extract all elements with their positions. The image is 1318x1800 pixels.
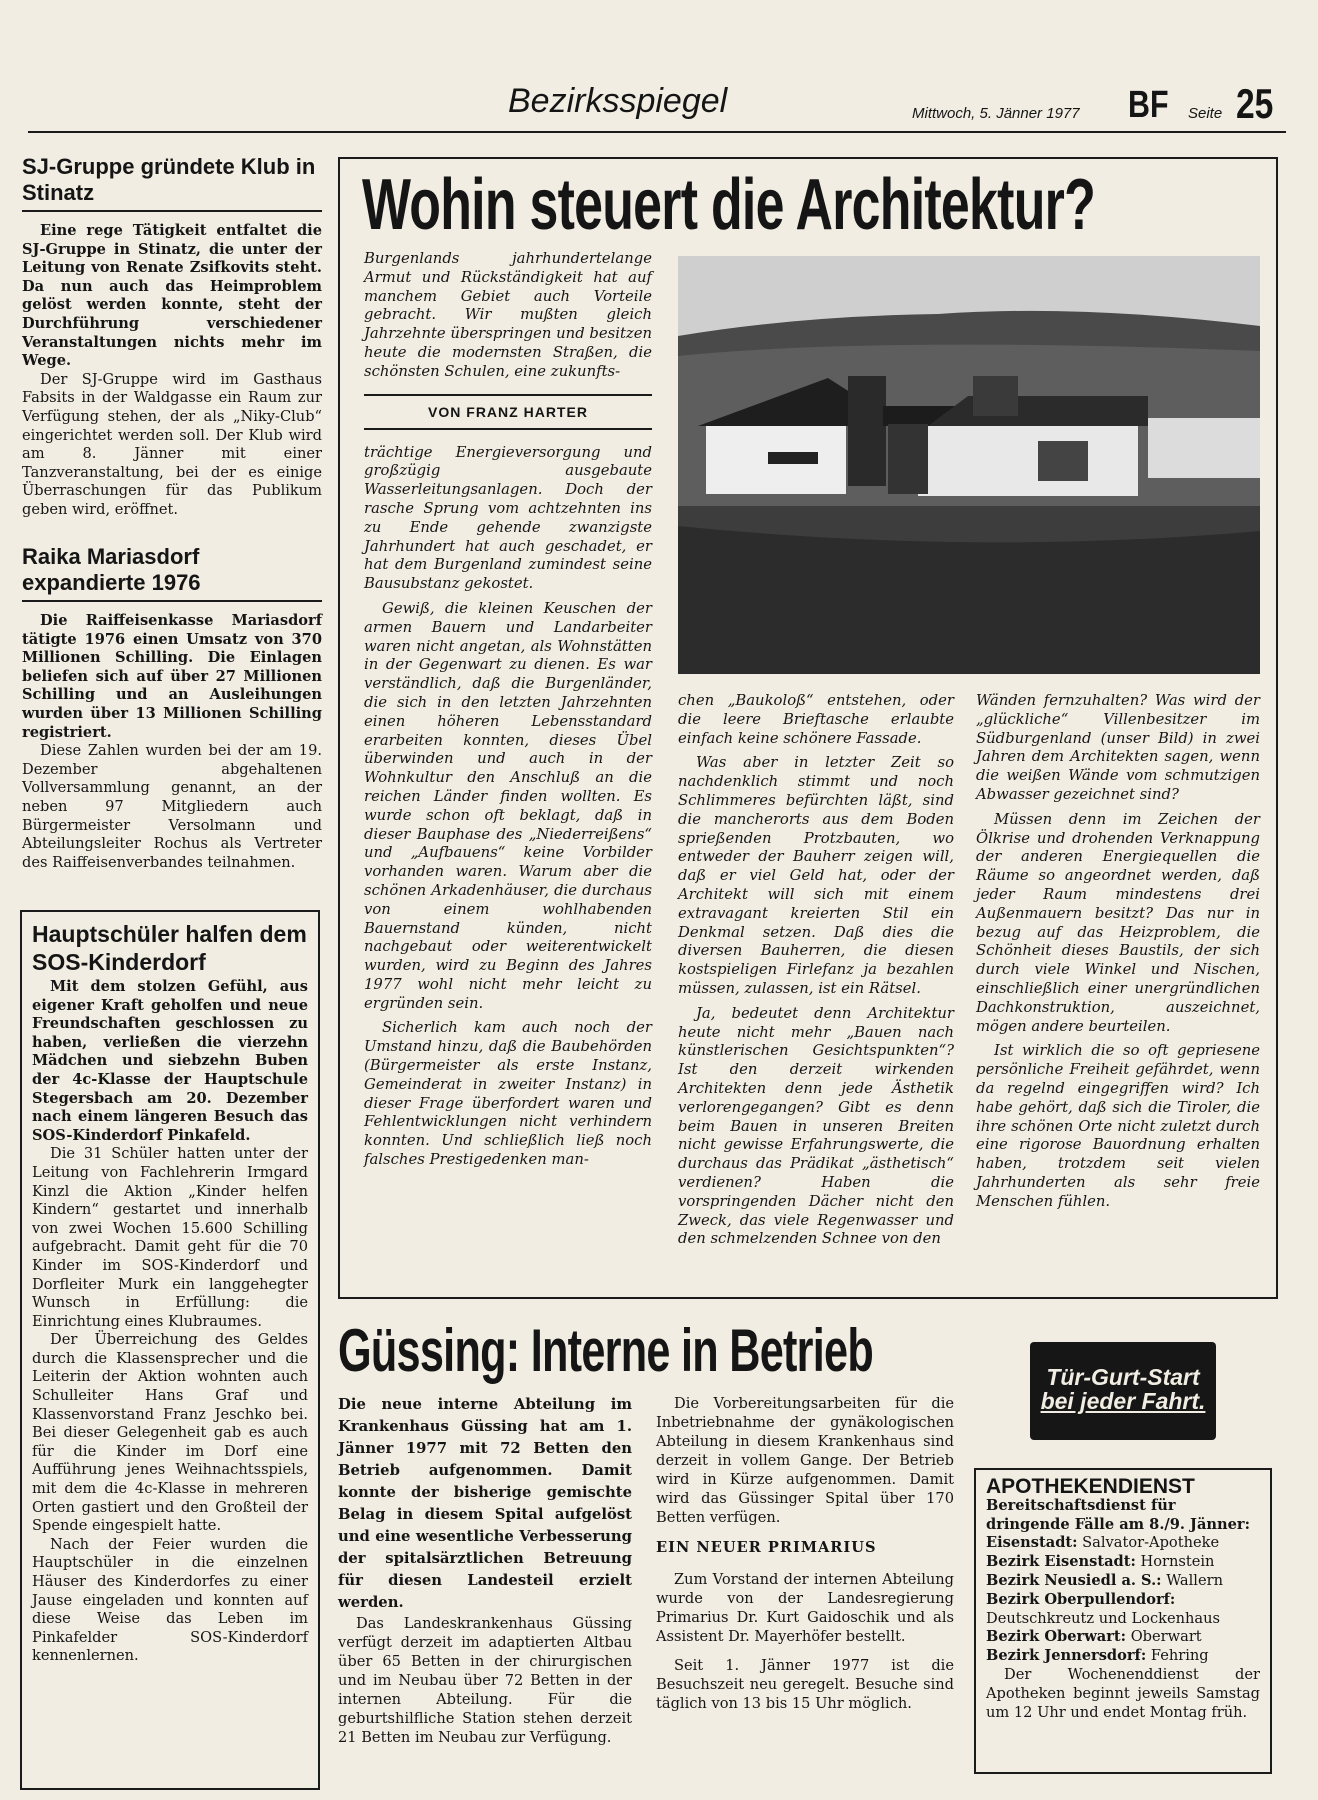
apotheke-entry-3: Bezirk Neusiedl a. S.: Wallern [986, 1571, 1223, 1589]
feature-text-2a: chen „Baukoloß“ entstehen, oder die leere Brieftasche erlaubte einfach keine schönere Fassade. [678, 692, 954, 747]
apotheke-entry-6: Bezirk Jennersdorf: Fehring [986, 1647, 1209, 1665]
architecture-photo [678, 256, 1260, 674]
issue-date: Mittwoch, 5. Jänner 1977 [912, 105, 1080, 122]
feature-col-1 [364, 250, 652, 1170]
feature-text-2b: Was aber in letzter Zeit so nachdenklich stimmt und noch Schlimmeres befürchten läßt, sind die mancherorts aus dem Boden sprießenden Protzbauten, wo entweder der Bauherr zeigen will, daß er viel Geld hat, oder der Architekt will sich mit einem extravagant kreierten Stil ein Denkmal setzen. Daß dies die diversen Bauherren, die diesen kostspieligen Firlefanz ja bezahlen müssen, zulassen, ist ein Rätsel. [678, 754, 954, 997]
apotheke-note: Der Wochenenddienst der Apotheken beginnt jeweils Samstag um 12 Uhr und endet Montag früh. [986, 1665, 1260, 1721]
ad-seatbelt [1030, 1342, 1216, 1440]
apotheke-entry-4: Bezirk Oberpullendorf: Deutschkreutz und Lockenhaus [986, 1590, 1221, 1627]
guessing-headline: Güssing: Interne in Betrieb [338, 1317, 874, 1384]
box-hauptschueler [20, 910, 320, 1790]
guessing-text-2: Die Vorbereitungsarbeiten für die Inbetriebnahme der gynäkologischen Abteilung in diesem Krankenhaus sind derzeit in vollem Gange. Der Betrieb wird in Kürze aufgenommen. Damit wird das Güssinger Spital über 170 Betten verfügen. [656, 1395, 954, 1526]
guessing-col-2 [656, 1394, 954, 1713]
lead-hauptschueler: Mit dem stolzen Gefühl, aus eigener Kraft geholfen und neue Freundschaften geschlossen zu haben, verließen die vierzehn Mädchen und siebzehn Buben der 4c-Klasse der Hauptschule Stegersbach am 20. Dezember nach einem längeren Besuch das SOS-Kinderdorf Pinkafeld. [32, 978, 308, 1144]
guessing-text-3: Zum Vorstand der internen Abteilung wurde von der Landesregierung Primarius Dr. Kurt Gaidoschik und als Assistent Dr. Mayerhöfer bestellt. [656, 1571, 954, 1645]
feature-text-2c: Ja, bedeutet denn Architektur heute nicht mehr „Bauen nach künstlerischen Gesichtspunkten“? Ist den derzeit wirkenden Architekten denn jede Ästhetik verlorengegangen? Gibt es denn beim Bauen in unseren Breiten nicht gewisse Erfahrungswerte, die durchaus das Prädikat „ästhetisch“ verdienen? Haben die vorspringenden Dächer nicht den Zweck, das viele Regenwasser und den schmelzenden Schnee von den [678, 1004, 954, 1248]
masthead-rule [28, 131, 1286, 133]
ad-line-2: bei jeder Fahrt. [1040, 1388, 1206, 1414]
feature-intro: Burgenlands jahrhundertelange Armut und Rückständigkeit hat auf manchem Gebiet auch Vorteile gebracht. Wir mußten gleich Jahrzehnte überspringen und besitzen heute die modernsten Straßen, die schönsten Schulen, eine zukunfts- [364, 250, 652, 380]
byline: VON FRANZ HARTER [428, 403, 588, 420]
feature-text-1c: Sicherlich kam auch noch der Umstand hinzu, daß die Baubehörden (Bürgermeister als erste Instanz, Gemeinderat in zweiter Instanz) in dieser Frage überfordert waren und Fehlentwicklungen nicht verhindern konnten. Und schließlich ließ noch falsches Prestigedenken man- [364, 1019, 652, 1169]
feature-headline: Wohin steuert die Architektur? [362, 165, 1096, 245]
feature-text-3b: Müssen denn im Zeichen der Ölkrise und drohenden Verknappung der anderen Energiequellen die Räume so angeordnet werden, daß jeder Raum mindestens drei Außenmauern besitzt? Das nur in bezug auf das Heizproblem, die Schönheit dieses Baustils, der sich durch viele Winkel und Nischen, einschließlich einer unergründlichen Dachkonstruktion, auszeichnet, mögen andere beurteilen. [976, 810, 1260, 1035]
body-hauptschueler-3: Nach der Feier wurden die Hauptschüler in die einzelnen Häuser des Kinderdorfes zu einer Jause eingeladen und konnten auf diese Weise das Leben im Pinkafelder SOS-Kinderdorf kennenlernen. [32, 1535, 308, 1665]
headline-hauptschueler: Hauptschüler halfen dem SOS-Kinderdorf [32, 921, 307, 975]
headline-sj-gruppe: SJ-Gruppe gründete Klub in Stinatz [22, 154, 316, 205]
guessing-text-4: Seit 1. Jänner 1977 ist die Besuchszeit neu geregelt. Besuche sind täglich von 13 bis 15 Uhr möglich. [656, 1657, 954, 1712]
apotheke-intro: Bereitschaftsdienst für dringende Fälle am 8./9. Jänner: [986, 1496, 1250, 1533]
box-apothekendienst [974, 1468, 1272, 1774]
feature-text-1b: Gewiß, die kleinen Keuschen der armen Bauern und Landarbeiter waren nicht angetan, als Wohnstätten in der Gegenwart zu dienen. Es war verständlich, daß die Burgenländer, die sich in den letzten Jahrzehnten einen höheren Lebensstandard erarbeiten konnten, dieses Übel überwinden und auch in der Wohnkultur den Anschluß an die reichen Länder finden wollten. Es wurde schon oft beklagt, daß in dieser Bauphase des „Niederreißens“ und „Aufbauens“ keine Vorbilder vorhanden waren. Warum aber die schönen Arkadenhäuser, die durchaus von einem wohlhabenden Bauernstand künden, nicht nachgebaut oder weiterentwickelt wurden, wird zu Beginn des Jahres 1977 wohl nicht mehr leicht zu ergründen sein. [364, 599, 652, 1012]
apotheke-entry-1: Eisenstadt: Salvator-Apotheke [986, 1534, 1220, 1552]
apotheke-entry-5: Bezirk Oberwart: Oberwart [986, 1628, 1202, 1646]
feature-text-3c: Ist wirklich die so oft gepriesene persönliche Freiheit gefährdet, wenn da regelnd eingegriffen wird? Ich habe gehört, daß sich die Tiroler, die ihre schönen Orte nicht zuletzt durch eine rigorose Bauordnung erhalten haben, trotzdem seit vielen Jahrhunderten als sehr freie Menschen fühlen. [976, 1042, 1260, 1210]
body-hauptschueler-1: Die 31 Schüler hatten unter der Leitung von Fachlehrerin Irmgard Kinzl die Aktion „Kinder helfen Kindern“ gestartet und innerhalb von zwei Wochen 15.600 Schilling aufgebracht. Damit geht für die 70 Kinder im SOS-Kinderdorf und Dorfleiter Murk ein langgehegter Wunsch in Erfüllung: die Einrichtung eines Klubraumes. [32, 1145, 308, 1330]
lead-sj-gruppe: Eine rege Tätigkeit entfaltet die SJ-Gruppe in Stinatz, die unter der Leitung von Renate Zsifkovits steht. Da nun auch das Heimproblem gelöst werden konnte, steht der Durchführung verschiedener Veranstaltungen nichts mehr im Wege. [22, 222, 322, 370]
headline-rule [22, 600, 322, 602]
ad-line-1: Tür-Gurt-Start [1046, 1364, 1200, 1390]
lead-raika: Die Raiffeisenkasse Mariasdorf tätigte 1976 einen Umsatz von 370 Millionen Schilling. Die Einlagen beliefen sich auf über 27 Millionen Schilling und an Ausleihungen wurden über 13 Millionen Schilling registriert. [22, 612, 322, 741]
headline-rule [22, 210, 322, 212]
article-raika [22, 544, 322, 872]
paper-logo: BF [1128, 84, 1169, 126]
page-number: 25 [1236, 80, 1274, 127]
byline-box [364, 394, 652, 430]
feature-col-2 [678, 692, 954, 1249]
page-label: Seite [1188, 105, 1223, 122]
house-photo-svg [678, 256, 1260, 674]
feature-text-3a: Wänden fernzuhalten? Was wird der „glückliche“ Villenbesitzer im Südburgenland (unser Bild) in zwei Jahren dem Architekten sagen, wenn die weißen Wände vom schmutzigen Abwasser gezeichnet sind? [976, 692, 1260, 803]
guessing-subhead: EIN NEUER PRIMARIUS [656, 1539, 877, 1556]
section-title: Bezirksspiegel [508, 82, 728, 120]
headline-raika: Raika Mariasdorf expandierte 1976 [22, 544, 201, 595]
body-hauptschueler-2: Der Überreichung des Geldes durch die Klassensprecher und die Leiterin der Aktion wohnten auch Schulleiter Hans Graf und Klassenvorstand Franz Jeschko bei. Bei dieser Gelegenheit gab es auch für die Kinder im Dorf eine Aufführung jenes Weihnachtsspiels, mit dem die 4c-Klasse in mehreren Orten gastiert und den Großteil der Spende eingespielt hatte. [32, 1331, 308, 1535]
apotheke-entry-2: Bezirk Eisenstadt: Hornstein [986, 1553, 1215, 1571]
guessing-lead: Die neue interne Abteilung im Krankenhaus Güssing hat am 1. Jänner 1977 mit 72 Betten den Betrieb aufgenommen. Damit konnte der bisherige gemischte Belag in diesem Spital aufgelöst und eine wesentliche Verbesserung der spitalsärztlichen Betreuung für diesen Landesteil erzielt werden. [338, 1396, 632, 1611]
guessing-col-1 [338, 1394, 632, 1747]
feature-text-1a: trächtige Energieversorgung und großzügig ausgebaute Wasserleitungsanlagen. Doch der rasche Sprung vom achtzehnten ins zu Ende gehende zwanzigste Jahrhundert hat auch geschadet, er hat dem Burgenland zumindest seine Bausubstanz gekostet. [364, 443, 652, 593]
guessing-text-1: Das Landeskrankenhaus Güssing verfügt derzeit im adaptierten Altbau über 65 Betten in der chirurgischen und im Neubau über 72 Betten in der internen Abteilung. Für die geburtshilfliche Station stehen derzeit 21 Betten im Neubau zur Verfügung. [338, 1615, 632, 1746]
apotheke-title: APOTHEKENDIENST [986, 1475, 1195, 1498]
body-raika: Diese Zahlen wurden bei der am 19. Dezember abgehaltenen Vollversammlung genannt, an der neben 97 Mitgliedern auch Bürgermeister Versolmann und Abteilungsleiter Rochus als Vertreter des Raiffeisenverbandes teilnahmen. [22, 742, 322, 871]
body-sj-gruppe: Der SJ-Gruppe wird im Gasthaus Fabsits in der Waldgasse ein Raum zur Verfügung stehen, der als „Niky-Club“ eingerichtet werden soll. Der Klub wird am 8. Jänner mit einer Tanzveranstaltung, bei der es einige Überraschungen für das Publikum geben wird, eröffnet. [22, 370, 322, 518]
feature-col-3 [976, 692, 1260, 1212]
article-sj-gruppe [22, 154, 322, 520]
